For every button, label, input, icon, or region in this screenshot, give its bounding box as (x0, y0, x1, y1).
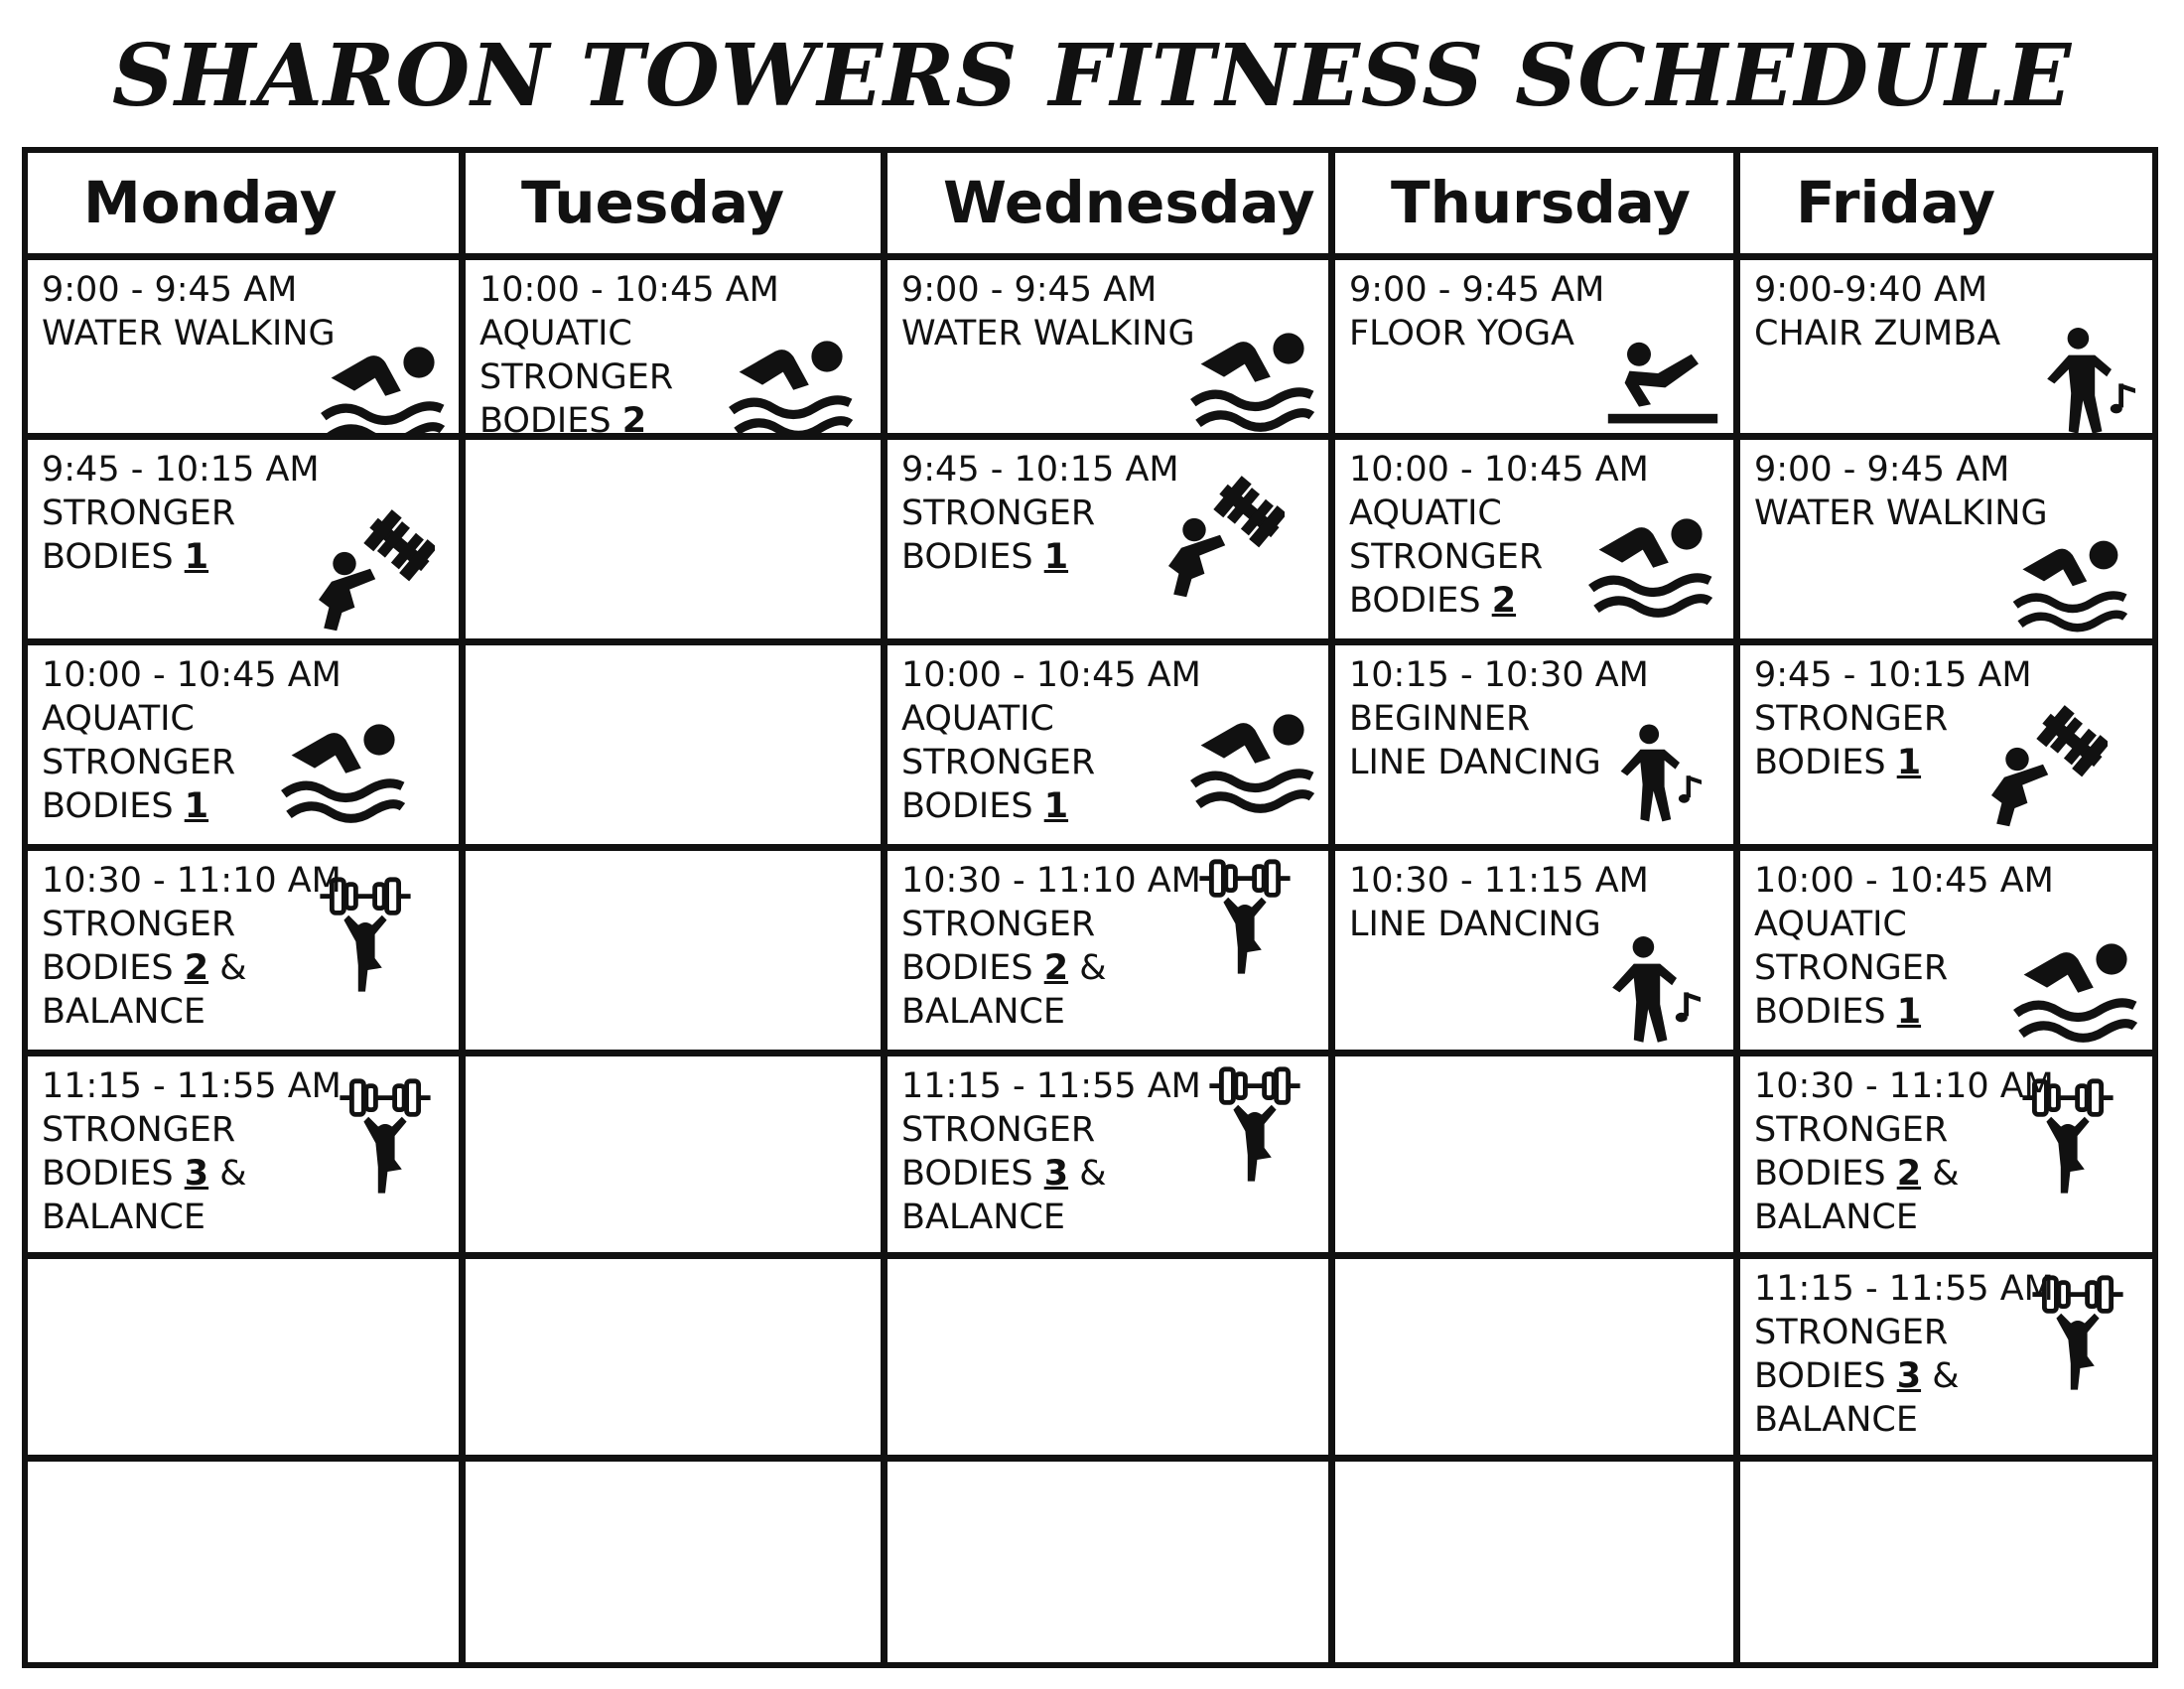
class-name-line: STRONGER (901, 1110, 1096, 1150)
class-name-line: WATER WALKING (901, 314, 1195, 353)
class-time: 9:45 - 10:15 AM (1754, 655, 2032, 695)
class-name-suffix: & (208, 1154, 247, 1194)
schedule-cell (1740, 851, 2152, 1056)
class-name-text: BODIES (901, 948, 1033, 988)
schedule-cell (28, 1056, 466, 1259)
class-name-line: CHAIR ZUMBA (1754, 314, 2001, 353)
schedule-cell (887, 260, 1335, 440)
swimming-icon (1185, 310, 1314, 439)
day-header-thursday: Thursday (1335, 153, 1740, 260)
schedule-cell (466, 851, 887, 1056)
class-time: 10:00 - 10:45 AM (901, 655, 1201, 695)
schedule-cell (1740, 1259, 2152, 1462)
class-time: 10:30 - 11:10 AM (901, 861, 1201, 901)
class-level-number: 2 (1896, 1154, 1922, 1194)
class-name-text: BODIES (1754, 992, 1886, 1032)
class-name-suffix: & (1921, 1154, 1960, 1194)
swimming-icon (316, 324, 445, 440)
swimming-icon (276, 701, 405, 830)
class-name-line: LINE DANCING (1349, 905, 1601, 944)
class-name-text: BODIES (901, 786, 1033, 826)
schedule-cell (1740, 260, 2152, 440)
day-header-wednesday: Wednesday (887, 153, 1335, 260)
class-name-line: STRONGER (1754, 1313, 1949, 1352)
class-name-line: BALANCE (901, 1197, 1065, 1237)
schedule-cell (466, 1056, 887, 1259)
class-level-number: 1 (184, 537, 209, 577)
schedule-cell (466, 260, 887, 440)
class-name-line: AQUATIC (1754, 905, 1907, 944)
floor-yoga-icon (1603, 314, 1722, 433)
class-name-line: AQUATIC (1349, 493, 1502, 533)
weight-lifting-icon (1979, 705, 2108, 834)
class-name-text: BODIES (1754, 1356, 1886, 1396)
class-name-line: STRONGER (901, 743, 1096, 782)
barbell-balance-icon (1185, 857, 1304, 976)
class-time: 10:00 - 10:45 AM (1349, 450, 1649, 490)
class-name-text: BODIES (1754, 743, 1886, 782)
schedule-cell (887, 1056, 1335, 1259)
class-name-line: BALANCE (1754, 1400, 1918, 1440)
class-name-line: STRONGER (901, 493, 1096, 533)
class-name-line: STRONGER (1349, 537, 1544, 577)
swimming-icon (2008, 519, 2127, 638)
swimming-icon (1583, 495, 1712, 625)
class-name-line: FLOOR YOGA (1349, 314, 1575, 353)
schedule-cell (1740, 1462, 2152, 1662)
day-header-monday: Monday (28, 153, 466, 260)
class-time: 11:15 - 11:55 AM (1754, 1269, 2054, 1309)
class-name-line: STRONGER (42, 743, 236, 782)
schedule-cell (466, 1259, 887, 1462)
class-time: 9:00 - 9:45 AM (901, 270, 1158, 310)
day-header-friday: Friday (1740, 153, 2152, 260)
schedule-grid (22, 147, 2158, 1668)
swimming-icon (1185, 691, 1314, 820)
schedule-cell (1740, 1056, 2152, 1259)
class-time: 9:45 - 10:15 AM (901, 450, 1179, 490)
schedule-cell (1335, 1259, 1740, 1462)
schedule-cell (1740, 645, 2152, 851)
schedule-cell (28, 1462, 466, 1662)
schedule-cell (1335, 645, 1740, 851)
class-name-text: BODIES (1754, 1154, 1886, 1194)
schedule-cell (466, 440, 887, 645)
class-name-text: BODIES (901, 537, 1033, 577)
class-level-number: 1 (1896, 992, 1922, 1032)
class-name-text: BODIES (479, 401, 612, 440)
swimming-icon (2008, 920, 2137, 1050)
schedule-cell (1335, 851, 1740, 1056)
schedule-cell (28, 260, 466, 440)
class-time: 10:30 - 11:10 AM (1754, 1066, 2054, 1106)
dancing-icon (1603, 719, 1712, 828)
day-header-tuesday: Tuesday (466, 153, 887, 260)
barbell-balance-icon (1195, 1064, 1314, 1184)
schedule-cell (1335, 260, 1740, 440)
weight-lifting-icon (306, 509, 435, 638)
barbell-balance-icon (306, 875, 425, 994)
class-name-line: STRONGER (42, 493, 236, 533)
class-level-number: 1 (184, 786, 209, 826)
page-title: SHARON TOWERS FITNESS SCHEDULE (111, 26, 2073, 126)
schedule-cell (1335, 440, 1740, 645)
class-level-number: 1 (1043, 786, 1069, 826)
class-time: 11:15 - 11:55 AM (42, 1066, 341, 1106)
class-name-suffix: & (1068, 1154, 1107, 1194)
class-name-line: BALANCE (901, 992, 1065, 1032)
class-name-line: STRONGER (1754, 699, 1949, 739)
class-time: 11:15 - 11:55 AM (901, 1066, 1201, 1106)
schedule-cell (28, 645, 466, 851)
class-name-text: BODIES (42, 948, 174, 988)
class-name-line: AQUATIC (42, 699, 195, 739)
barbell-balance-icon (326, 1076, 445, 1196)
class-time: 10:00 - 10:45 AM (479, 270, 779, 310)
class-name-line: BEGINNER (1349, 699, 1531, 739)
schedule-cell (28, 851, 466, 1056)
class-name-text: BODIES (42, 786, 174, 826)
class-level-number: 3 (184, 1154, 209, 1194)
class-level-number: 1 (1896, 743, 1922, 782)
schedule-cell (466, 1462, 887, 1662)
class-name-text: BODIES (901, 1154, 1033, 1194)
class-level-number: 3 (1896, 1356, 1922, 1396)
class-time: 9:00-9:40 AM (1754, 270, 1988, 310)
class-name-line: STRONGER (1754, 1110, 1949, 1150)
class-time: 10:00 - 10:45 AM (1754, 861, 2054, 901)
barbell-balance-icon (2018, 1273, 2137, 1392)
class-name-line: STRONGER (42, 1110, 236, 1150)
class-level-number: 2 (621, 401, 647, 440)
class-name-line: STRONGER (901, 905, 1096, 944)
class-name-line: STRONGER (479, 357, 674, 397)
class-name-line: BALANCE (1754, 1197, 1918, 1237)
class-name-text: BODIES (1349, 581, 1481, 621)
class-name-line: WATER WALKING (42, 314, 336, 353)
class-name-line: WATER WALKING (1754, 493, 2048, 533)
class-name-line: STRONGER (1754, 948, 1949, 988)
class-level-number: 2 (184, 948, 209, 988)
barbell-balance-icon (2008, 1076, 2127, 1196)
schedule-cell (887, 1259, 1335, 1462)
class-name-line: AQUATIC (901, 699, 1054, 739)
class-name-text: BODIES (42, 1154, 174, 1194)
schedule-cell (1740, 440, 2152, 645)
class-level-number: 2 (1491, 581, 1517, 621)
class-level-number: 2 (1043, 948, 1069, 988)
class-time: 10:15 - 10:30 AM (1349, 655, 1649, 695)
dancing-icon (2028, 322, 2147, 440)
class-name-line: LINE DANCING (1349, 743, 1601, 782)
schedule-cell (28, 440, 466, 645)
class-name-text: BODIES (42, 537, 174, 577)
dancing-icon (1593, 930, 1712, 1050)
class-level-number: 1 (1043, 537, 1069, 577)
swimming-icon (724, 318, 853, 440)
class-time: 9:45 - 10:15 AM (42, 450, 320, 490)
schedule-cell (466, 645, 887, 851)
class-time: 10:30 - 11:15 AM (1349, 861, 1649, 901)
class-name-line: BALANCE (42, 1197, 205, 1237)
class-name-line: BALANCE (42, 992, 205, 1032)
class-time: 10:00 - 10:45 AM (42, 655, 341, 695)
class-name-suffix: & (1068, 948, 1107, 988)
schedule-cell (28, 1259, 466, 1462)
schedule-cell (1335, 1056, 1740, 1259)
class-time: 9:00 - 9:45 AM (1349, 270, 1605, 310)
weight-lifting-icon (1156, 476, 1285, 605)
class-time: 9:00 - 9:45 AM (42, 270, 298, 310)
class-name-suffix: & (208, 948, 247, 988)
schedule-cell (887, 1462, 1335, 1662)
class-time: 9:00 - 9:45 AM (1754, 450, 2010, 490)
class-time: 10:30 - 11:10 AM (42, 861, 341, 901)
schedule-cell (887, 645, 1335, 851)
schedule-cell (887, 440, 1335, 645)
class-level-number: 3 (1043, 1154, 1069, 1194)
schedule-cell (1335, 1462, 1740, 1662)
schedule-cell (887, 851, 1335, 1056)
class-name-line: STRONGER (42, 905, 236, 944)
class-name-suffix: & (1921, 1356, 1960, 1396)
class-name-line: AQUATIC (479, 314, 632, 353)
